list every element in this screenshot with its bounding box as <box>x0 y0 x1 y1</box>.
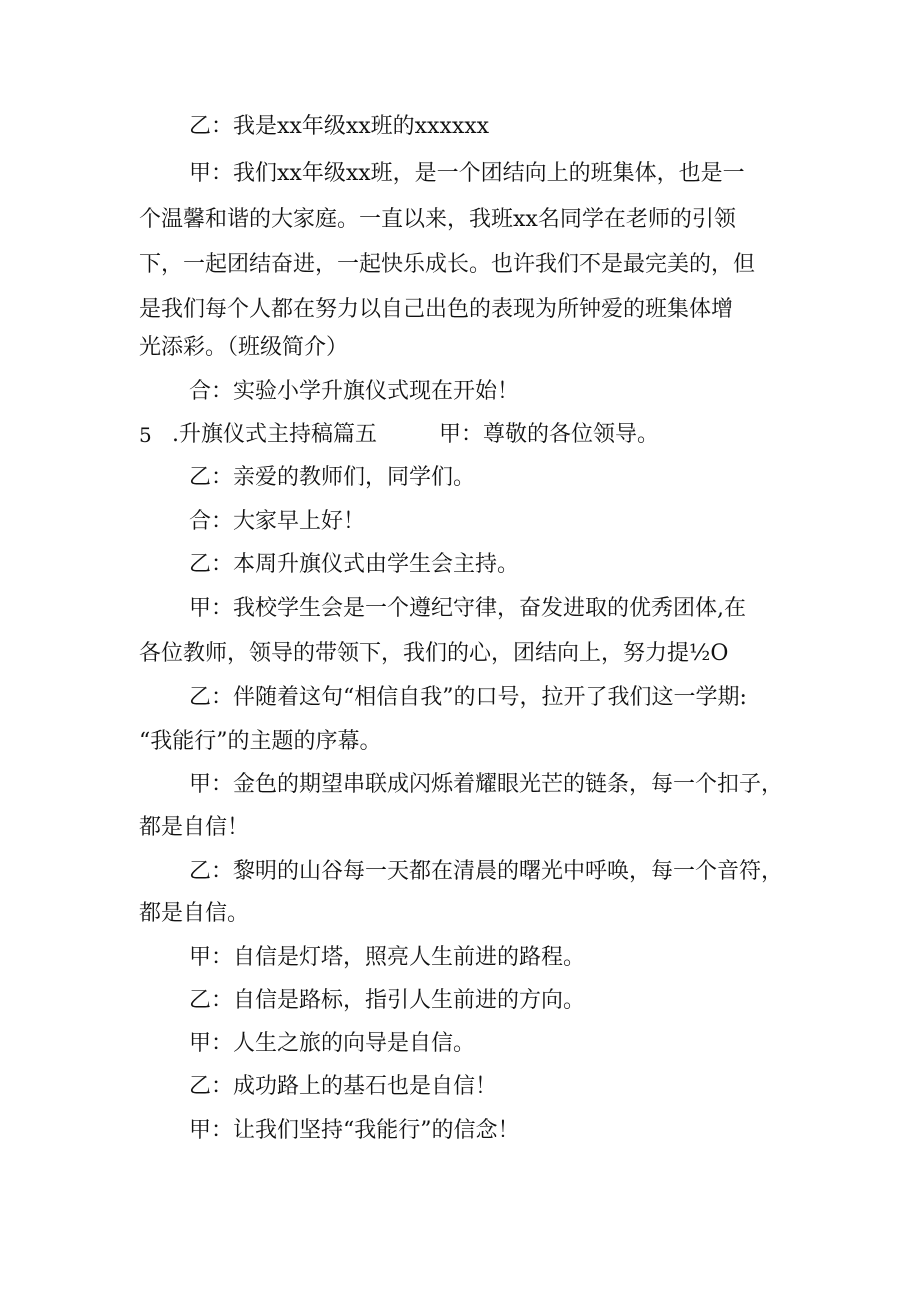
paragraph-line: 合：大家早上好！ <box>189 509 366 534</box>
paragraph-line: 合：实验小学升旗仪式现在开始！ <box>189 379 520 404</box>
paragraph-line: 下，一起团结奋进，一起快乐成长。也许我们不是最完美的，但 <box>139 252 756 277</box>
section-title: .升旗仪式主持稿篇五 <box>172 422 377 447</box>
paragraph-line: 乙：伴随着这句“相信自我”的口号，拉开了我们这一学期: <box>189 685 747 710</box>
paragraph-line: 甲：让我们坚持“我能行”的信念！ <box>189 1118 520 1143</box>
paragraph-line: 甲：人生之旅的向导是自信。 <box>189 1031 476 1056</box>
paragraph-line: 各位教师，领导的带领下，我们的心，团结向上，努力提½O <box>139 641 729 666</box>
paragraph-line: 乙：成功路上的基石也是自信！ <box>189 1074 498 1099</box>
paragraph-line: 是我们每个人都在努力以自己出色的表现为所钟爱的班集体增 <box>139 297 734 322</box>
paragraph-line: 都是自信。 <box>139 901 250 926</box>
section-number: 5 <box>139 423 152 447</box>
paragraph-line: “我能行”的主题的序幕。 <box>139 729 382 754</box>
paragraph-line: 都是自信！ <box>139 815 250 840</box>
paragraph-line: 甲：尊敬的各位领导。 <box>439 422 660 447</box>
paragraph-line: 光添彩。（班级简介） <box>139 335 349 360</box>
paragraph-line: 甲：我校学生会是一个遵纪守律，奋发进取的优秀团体,在 <box>189 596 746 621</box>
paragraph-line: 个温馨和谐的大家庭。一直以来，我班xx名同学在老师的引领 <box>139 207 736 232</box>
paragraph-line: 甲：我们xx年级xx班，是一个团结向上的班集体，也是一 <box>189 161 745 186</box>
paragraph-line: 乙：亲爱的教师们，同学们。 <box>189 465 476 490</box>
paragraph-line: 甲：金色的期望串联成闪烁着耀眼光芒的链条，每一个扣子， <box>189 772 784 797</box>
paragraph-line: 乙：自信是路标，指引人生前进的方向。 <box>189 988 586 1013</box>
paragraph-line: 乙：本周升旗仪式由学生会主持。 <box>189 552 520 577</box>
paragraph-line: 乙：黎明的山谷每一天都在清晨的曙光中呼唤，每一个音符， <box>189 859 784 884</box>
paragraph-line: 甲：自信是灯塔，照亮人生前进的路程。 <box>189 945 586 970</box>
paragraph-line: 乙：我是xx年级xx班的xxxxxx <box>189 114 490 139</box>
